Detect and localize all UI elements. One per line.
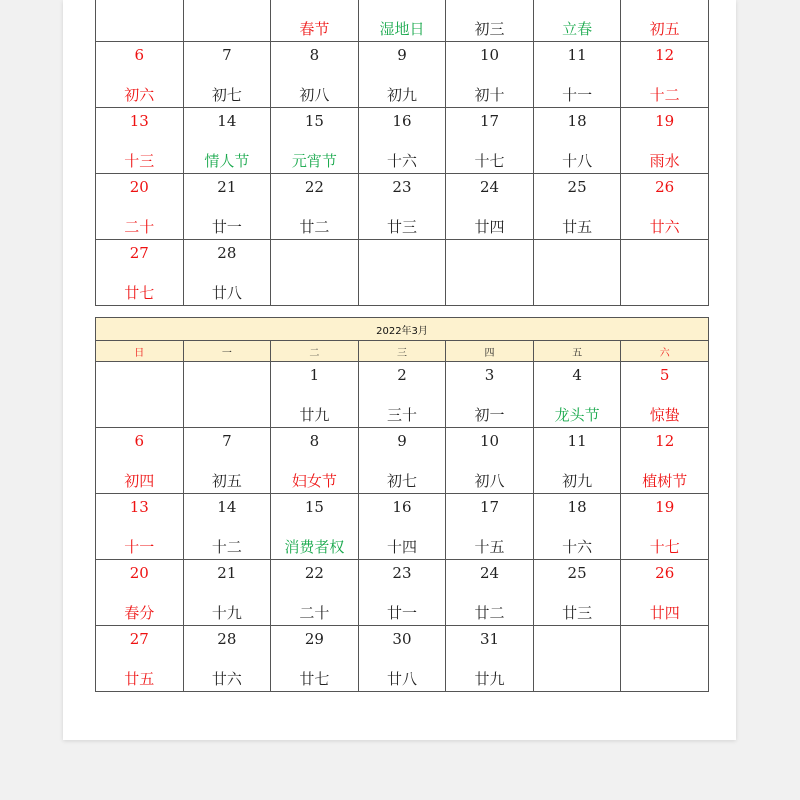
lunar-label: 十六 <box>386 152 417 170</box>
lunar-label: 春分 <box>124 604 155 622</box>
day-cell <box>621 626 709 692</box>
day-cell <box>621 0 709 42</box>
day-number: 9 <box>397 46 407 64</box>
lunar-label: 十六 <box>562 538 593 556</box>
day-cell <box>446 494 534 560</box>
day-cell <box>271 362 359 428</box>
day-number: 22 <box>304 178 324 196</box>
day-number: 17 <box>479 498 500 516</box>
lunar-label: 廿四 <box>474 218 505 236</box>
day-number: 18 <box>567 112 587 130</box>
day-cell <box>621 428 709 494</box>
lunar-label: 情人节 <box>204 152 250 170</box>
day-cell <box>446 362 534 428</box>
day-number: 29 <box>304 630 324 648</box>
lunar-label: 龙头节 <box>554 406 600 424</box>
day-cell <box>183 428 271 494</box>
week-row <box>96 42 709 108</box>
lunar-label: 十五 <box>474 538 505 556</box>
day-cell <box>271 240 359 306</box>
lunar-label: 立春 <box>562 20 593 38</box>
day-number: 4 <box>572 366 582 384</box>
weekday-header-row <box>96 341 709 362</box>
weekday-label: 三 <box>358 341 446 362</box>
lunar-label: 初七 <box>211 86 242 104</box>
lunar-label: 春节 <box>299 20 330 38</box>
lunar-label: 妇女节 <box>291 472 337 490</box>
weekday-label: 一 <box>183 341 271 362</box>
day-number: 31 <box>479 630 500 648</box>
lunar-label: 廿一 <box>386 604 417 622</box>
day-cell <box>533 494 621 560</box>
day-number: 15 <box>304 498 324 516</box>
day-number: 23 <box>392 178 412 196</box>
march-calendar-table <box>95 317 709 692</box>
day-cell <box>271 428 359 494</box>
day-number: 6 <box>134 46 145 64</box>
day-cell <box>96 626 184 692</box>
lunar-label: 十九 <box>211 604 242 622</box>
day-number: 11 <box>567 432 587 450</box>
day-cell <box>446 626 534 692</box>
day-number: 12 <box>655 432 675 450</box>
day-cell <box>621 240 709 306</box>
lunar-label: 二十 <box>299 604 330 622</box>
day-cell <box>533 240 621 306</box>
day-number: 12 <box>655 46 675 64</box>
lunar-label: 廿五 <box>124 670 155 688</box>
day-number: 25 <box>567 178 587 196</box>
lunar-label: 廿五 <box>562 218 593 236</box>
lunar-label: 廿二 <box>474 604 505 622</box>
day-cell <box>183 0 271 42</box>
day-number: 6 <box>134 432 145 450</box>
week-row <box>96 108 709 174</box>
day-cell <box>183 362 271 428</box>
lunar-label: 廿七 <box>124 284 155 302</box>
day-number: 24 <box>479 564 500 582</box>
lunar-label: 十二 <box>211 538 242 556</box>
lunar-label: 初六 <box>124 86 155 104</box>
lunar-label: 廿六 <box>649 218 680 236</box>
day-cell <box>533 0 621 42</box>
lunar-label: 植树节 <box>642 472 688 490</box>
lunar-label: 初十 <box>474 86 505 104</box>
day-cell <box>271 174 359 240</box>
lunar-label: 廿八 <box>386 670 417 688</box>
day-cell <box>96 0 184 42</box>
day-cell <box>271 108 359 174</box>
lunar-label: 初七 <box>386 472 417 490</box>
day-number: 27 <box>129 244 149 262</box>
day-cell <box>183 42 271 108</box>
lunar-label: 三十 <box>386 406 417 424</box>
day-number: 7 <box>222 46 232 64</box>
lunar-label: 湿地日 <box>379 20 425 38</box>
lunar-label: 元宵节 <box>291 152 337 170</box>
day-cell <box>446 428 534 494</box>
week-row <box>96 0 709 42</box>
day-cell <box>183 494 271 560</box>
day-number: 14 <box>217 112 237 130</box>
day-cell <box>446 0 534 42</box>
lunar-label: 廿一 <box>211 218 242 236</box>
day-cell <box>271 42 359 108</box>
day-number: 3 <box>484 366 495 384</box>
day-cell <box>271 494 359 560</box>
day-number: 15 <box>304 112 324 130</box>
week-row <box>96 428 709 494</box>
day-number: 10 <box>479 432 500 450</box>
day-cell <box>96 494 184 560</box>
day-number: 17 <box>479 112 500 130</box>
day-number: 23 <box>392 564 412 582</box>
day-cell <box>271 626 359 692</box>
day-number: 11 <box>567 46 587 64</box>
week-row <box>96 560 709 626</box>
day-cell <box>533 108 621 174</box>
day-cell <box>533 174 621 240</box>
february-grid <box>96 0 709 306</box>
lunar-label: 初八 <box>474 472 505 490</box>
lunar-label: 十一 <box>124 538 155 556</box>
weekday-label: 四 <box>446 341 534 362</box>
weekday-label: 日 <box>96 341 184 362</box>
day-number: 8 <box>309 46 320 64</box>
lunar-label: 初四 <box>124 472 155 490</box>
day-cell <box>358 494 446 560</box>
lunar-label: 十八 <box>562 152 593 170</box>
day-number: 13 <box>129 498 149 516</box>
day-cell <box>96 560 184 626</box>
week-row <box>96 174 709 240</box>
february-calendar-table <box>95 0 709 306</box>
day-number: 10 <box>479 46 500 64</box>
day-cell <box>446 42 534 108</box>
lunar-label: 十三 <box>124 152 155 170</box>
day-number: 14 <box>217 498 237 516</box>
lunar-label: 廿六 <box>211 670 242 688</box>
day-number: 25 <box>567 564 587 582</box>
day-number: 20 <box>129 564 149 582</box>
day-number: 9 <box>397 432 407 450</box>
day-cell <box>183 174 271 240</box>
week-row <box>96 240 709 306</box>
lunar-label: 雨水 <box>649 152 680 170</box>
month-title: 2022年3月 <box>96 318 709 341</box>
lunar-label: 初九 <box>562 472 593 490</box>
day-cell <box>358 240 446 306</box>
lunar-label: 十四 <box>386 538 417 556</box>
week-row <box>96 626 709 692</box>
day-cell <box>358 626 446 692</box>
calendar-sheet <box>63 0 736 740</box>
day-cell <box>446 560 534 626</box>
day-cell <box>446 240 534 306</box>
day-number: 13 <box>129 112 149 130</box>
day-number: 27 <box>129 630 149 648</box>
day-number: 30 <box>392 630 412 648</box>
day-cell <box>358 108 446 174</box>
day-cell <box>96 42 184 108</box>
day-number: 21 <box>217 178 237 196</box>
lunar-label: 消费者权 <box>284 538 345 556</box>
day-number: 21 <box>217 564 237 582</box>
day-cell <box>358 174 446 240</box>
weekday-label: 六 <box>621 341 709 362</box>
lunar-label: 十七 <box>474 152 505 170</box>
day-cell <box>533 362 621 428</box>
day-number: 19 <box>655 498 675 516</box>
day-cell <box>358 42 446 108</box>
day-cell <box>358 428 446 494</box>
lunar-label: 廿九 <box>474 670 505 688</box>
lunar-label: 初五 <box>211 472 242 490</box>
day-cell <box>621 362 709 428</box>
day-cell <box>621 42 709 108</box>
lunar-label: 初五 <box>649 20 680 38</box>
day-number: 7 <box>222 432 232 450</box>
weekday-label: 五 <box>533 341 621 362</box>
lunar-label: 廿八 <box>211 284 242 302</box>
day-cell <box>358 0 446 42</box>
day-cell <box>533 626 621 692</box>
lunar-label: 十一 <box>562 86 593 104</box>
lunar-label: 十二 <box>649 86 680 104</box>
day-cell <box>183 626 271 692</box>
lunar-label: 初九 <box>386 86 417 104</box>
day-number: 18 <box>567 498 587 516</box>
day-number: 28 <box>217 630 237 648</box>
day-cell <box>183 560 271 626</box>
lunar-label: 初三 <box>474 20 505 38</box>
day-number: 26 <box>655 564 675 582</box>
day-cell <box>96 108 184 174</box>
day-number: 1 <box>309 366 320 384</box>
day-cell <box>621 108 709 174</box>
day-cell <box>621 560 709 626</box>
day-cell <box>183 108 271 174</box>
lunar-label: 廿七 <box>299 670 330 688</box>
lunar-label: 廿三 <box>562 604 593 622</box>
lunar-label: 廿四 <box>649 604 680 622</box>
day-number: 16 <box>392 498 412 516</box>
day-cell <box>533 42 621 108</box>
day-cell <box>271 0 359 42</box>
lunar-label: 廿三 <box>386 218 417 236</box>
day-number: 2 <box>397 366 407 384</box>
day-cell <box>533 428 621 494</box>
day-number: 16 <box>392 112 412 130</box>
day-number: 19 <box>655 112 675 130</box>
day-cell <box>96 428 184 494</box>
lunar-label: 廿二 <box>299 218 330 236</box>
day-number: 26 <box>655 178 675 196</box>
lunar-label: 惊蛰 <box>649 406 680 424</box>
lunar-label: 十七 <box>649 538 680 556</box>
day-cell <box>621 174 709 240</box>
day-cell <box>446 174 534 240</box>
lunar-label: 初一 <box>474 406 505 424</box>
day-number: 5 <box>659 366 670 384</box>
day-cell <box>183 240 271 306</box>
day-cell <box>271 560 359 626</box>
lunar-label: 廿九 <box>299 406 330 424</box>
day-cell <box>96 362 184 428</box>
day-cell <box>358 362 446 428</box>
day-cell <box>358 560 446 626</box>
week-row <box>96 362 709 428</box>
week-row <box>96 494 709 560</box>
day-cell <box>446 108 534 174</box>
weekday-label: 二 <box>271 341 359 362</box>
day-cell <box>96 240 184 306</box>
lunar-label: 初八 <box>299 86 330 104</box>
march-grid <box>96 318 709 692</box>
day-number: 28 <box>217 244 237 262</box>
day-cell <box>533 560 621 626</box>
day-number: 24 <box>479 178 500 196</box>
day-number: 8 <box>309 432 320 450</box>
lunar-label: 二十 <box>124 218 155 236</box>
day-cell <box>621 494 709 560</box>
day-cell <box>96 174 184 240</box>
day-number: 22 <box>304 564 324 582</box>
day-number: 20 <box>129 178 149 196</box>
